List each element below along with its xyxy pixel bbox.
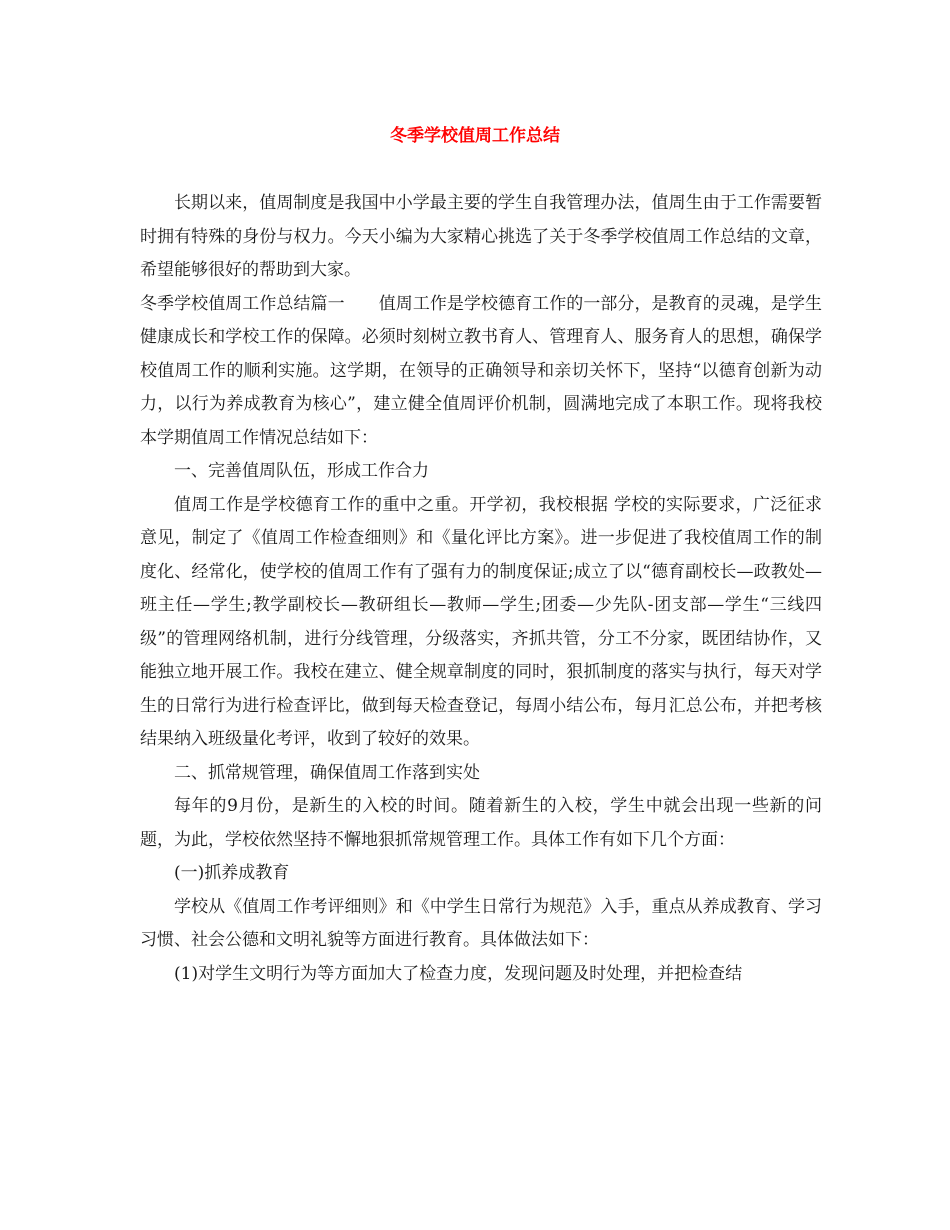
paragraph-part-one: 冬季学校值周工作总结篇一 值周工作是学校德育工作的一部分，是教育的灵魂，是学生健康成长和学校工作的保障。必须时刻树立教书育人、管理育人、服务育人的思想，确保学校值周工作的顺利实施。这学期，在领导的正确领导和亲切关怀下，坚持“以德育创新为动力，以行为养成教育为核心”，建立健全值周评价机制，圆满地完成了本职工作。现将我校本学期值周工作情况总结如下： [140, 293, 822, 448]
paragraph-intro: 长期以来，值周制度是我国中小学最主要的学生自我管理办法，值周生由于工作需要暂时拥有特殊的身份与权力。今天小编为大家精心挑选了关于冬季学校值周工作总结的文章，希望能够很好的帮助到大家。 [140, 193, 822, 280]
document-body [140, 187, 822, 991]
paragraph-item-1: (1)对学生文明行为等方面加大了检查力度，发现问题及时处理，并把检查结 [174, 963, 743, 984]
section-heading-2: 二、抓常规管理，确保值周工作落到实处 [174, 762, 480, 783]
paragraph-subsection-1: 学校从《值周工作考评细则》和《中学生日常行为规范》入手，重点从养成教育、学习习惯、社会公德和文明礼貌等方面进行教育。具体做法如下： [140, 896, 822, 950]
subsection-heading-1: (一)抓养成教育 [174, 863, 290, 883]
paragraph-section-2: 每年的9月份，是新生的入校的时间。随着新生的入校，学生中就会出现一些新的问题，为此，学校依然坚持不懈地狠抓常规管理工作。具体工作有如下几个方面： [140, 796, 822, 850]
document-title: 冬季学校值周工作总结 [390, 126, 560, 146]
paragraph-section-1: 值周工作是学校德育工作的重中之重。开学初，我校根据 学校的实际要求，广泛征求意见，制定了《值周工作检查细则》和《量化评比方案》。进一步促进了我校值周工作的制度化、经常化，使学校的值周工作有了强有力的制度保证;成立了以“德育副校长—政教处—班主任—学生;教学副校长—教研组长—教师—学生;团委—少先队-团支部—学生“三线四级”的管理网络机制，进行分线管理，分级落实，齐抓共管，分工不分家，既团结协作，又能独立地开展工作。我校在建立、健全规章制度的同时，狠抓制度的落实与执行，每天对学生的日常行为进行检查评比，做到每天检查登记，每周小结公布，每月汇总公布，并把考核结果纳入班级量化考评，收到了较好的效果。 [140, 494, 822, 749]
section-heading-1: 一、完善值周队伍，形成工作合力 [174, 461, 429, 481]
